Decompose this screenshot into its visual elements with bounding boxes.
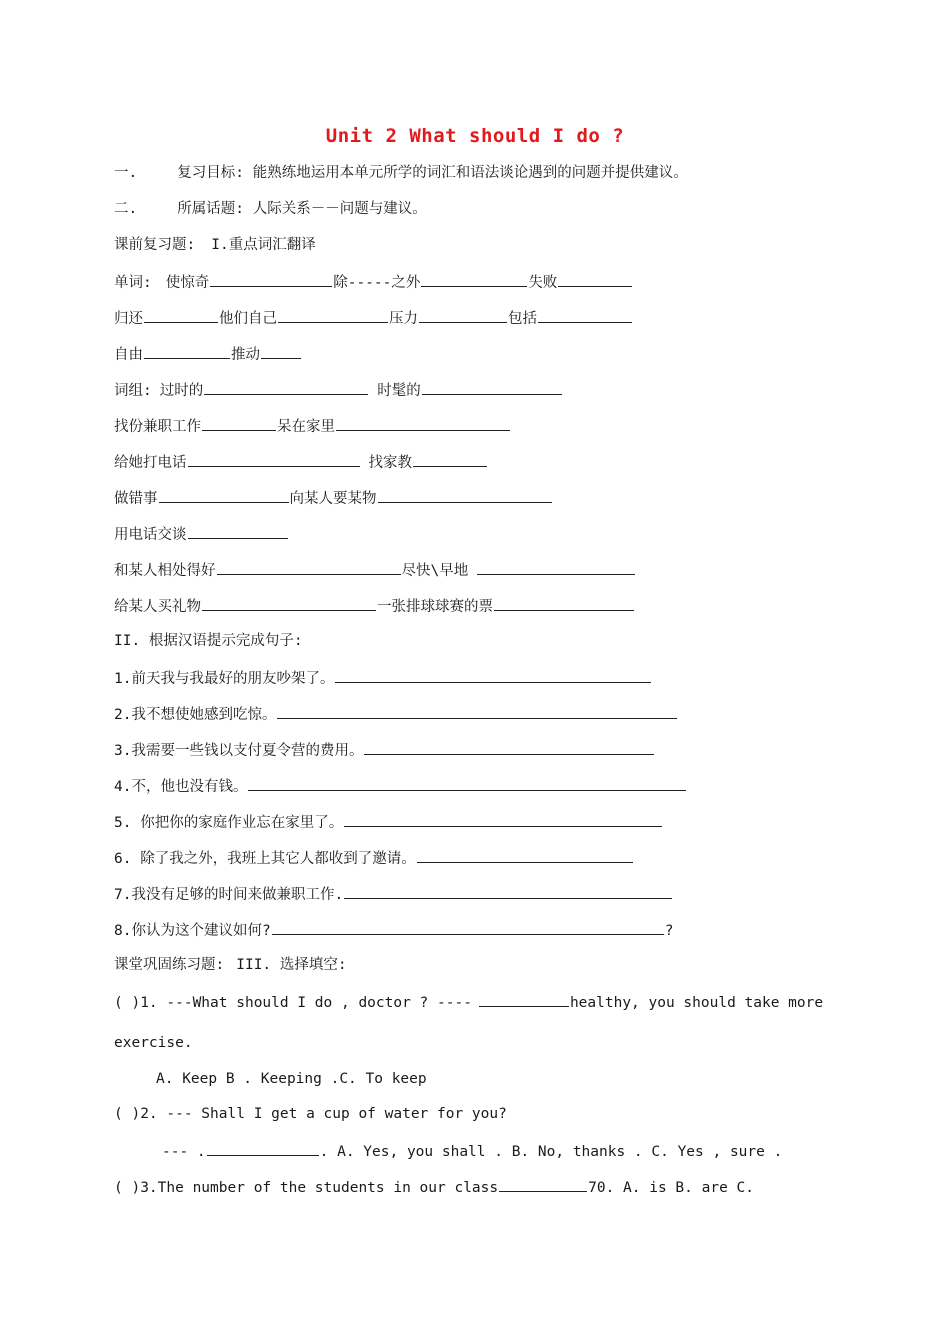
answer-blank[interactable] bbox=[477, 559, 635, 575]
answer-paren[interactable]: ( ) bbox=[114, 995, 141, 1011]
question-1-options: A. Keep B . Keeping .C. To keep bbox=[156, 1071, 427, 1087]
section-2 bbox=[114, 199, 427, 219]
sentence-1 bbox=[114, 667, 652, 689]
page-title: Unit 2 What should I do ? bbox=[325, 125, 625, 147]
answer-blank[interactable] bbox=[538, 307, 632, 323]
part-3-heading: III. 选择填空: bbox=[236, 957, 347, 973]
word-prompt: 压力 bbox=[389, 311, 418, 327]
word-prompt: 使惊奇 bbox=[165, 275, 210, 291]
phrase-prompt: 做错事 bbox=[114, 491, 158, 507]
answer-blank[interactable] bbox=[499, 1176, 587, 1192]
answer-blank[interactable] bbox=[202, 595, 376, 611]
word-prompt: 他们自己 bbox=[219, 311, 277, 327]
sentence-prompt: 4.不，他也没有钱。 bbox=[114, 779, 248, 795]
practice-heading bbox=[114, 955, 347, 975]
word-prompt: 推动 bbox=[231, 347, 260, 363]
word-prompt: 自由 bbox=[114, 347, 143, 363]
word-prompt: 除-----之外 bbox=[333, 275, 421, 291]
part-1-heading: I.重点词汇翻译 bbox=[211, 237, 316, 253]
phrases-row-4 bbox=[114, 487, 553, 509]
section-1 bbox=[114, 163, 688, 183]
phrase-prompt: 时髦的 bbox=[377, 383, 421, 399]
section-2-number: 二. bbox=[114, 201, 138, 217]
words-row-1 bbox=[114, 271, 633, 293]
answer-blank[interactable] bbox=[261, 343, 301, 359]
phrases-row-3 bbox=[114, 451, 488, 473]
answer-blank[interactable] bbox=[204, 379, 368, 395]
answer-blank[interactable] bbox=[479, 991, 569, 1007]
section-2-text: 所属话题: 人际关系－－问题与建议。 bbox=[177, 201, 427, 217]
answer-blank[interactable] bbox=[248, 775, 686, 791]
answer-blank[interactable] bbox=[344, 811, 662, 827]
question-2-answers bbox=[162, 1140, 782, 1162]
words-label: 单词: bbox=[114, 275, 152, 291]
question-text: healthy, you should take more bbox=[569, 995, 824, 1011]
phrase-prompt: 向某人要某物 bbox=[289, 491, 377, 507]
answer-blank[interactable] bbox=[558, 271, 632, 287]
word-prompt: 包括 bbox=[508, 311, 537, 327]
answer-blank[interactable] bbox=[207, 1140, 319, 1156]
answer-blank[interactable] bbox=[272, 919, 664, 935]
phrase-prompt: 给她打电话 bbox=[114, 455, 187, 471]
answer-blank[interactable] bbox=[188, 451, 360, 467]
word-prompt: 失败 bbox=[528, 275, 558, 291]
sentence-2 bbox=[114, 703, 678, 725]
answer-paren[interactable]: ( ) bbox=[114, 1180, 141, 1196]
sentence-5 bbox=[114, 811, 663, 833]
answer-blank[interactable] bbox=[335, 667, 651, 683]
phrases-row-6 bbox=[114, 559, 636, 581]
answer-blank[interactable] bbox=[421, 271, 527, 287]
sentence-prompt: 1.前天我与我最好的朋友吵架了。 bbox=[114, 671, 335, 687]
phrases-row-2 bbox=[114, 415, 511, 437]
answer-blank[interactable] bbox=[217, 559, 401, 575]
sentence-prompt: 6. 除了我之外，我班上其它人都收到了邀请。 bbox=[114, 851, 416, 867]
words-row-3 bbox=[114, 343, 302, 365]
question-options: 70. A. is B. are C. bbox=[588, 1180, 754, 1196]
phrase-prompt: 给某人买礼物 bbox=[114, 599, 201, 615]
answer-blank[interactable] bbox=[336, 415, 510, 431]
answer-blank[interactable] bbox=[202, 415, 276, 431]
answer-blank[interactable] bbox=[278, 307, 388, 323]
question-text: 2. --- Shall I get a cup of water for you? bbox=[140, 1106, 507, 1122]
answer-blank[interactable] bbox=[188, 523, 288, 539]
phrases-row-7 bbox=[114, 595, 635, 617]
sentence-6 bbox=[114, 847, 634, 869]
sentence-3 bbox=[114, 739, 655, 761]
answer-blank[interactable] bbox=[494, 595, 634, 611]
section-1-number: 一. bbox=[114, 165, 138, 181]
answer-blank[interactable] bbox=[413, 451, 487, 467]
answer-blank[interactable] bbox=[144, 307, 218, 323]
question-1-continued: exercise. bbox=[114, 1035, 193, 1051]
phrase-prompt: 尽快\早地 bbox=[401, 563, 469, 579]
answer-blank[interactable] bbox=[159, 487, 289, 503]
sentence-4 bbox=[114, 775, 687, 797]
phrase-prompt: 一张排球球赛的票 bbox=[377, 599, 493, 615]
sentence-prompt: 8.你认为这个建议如何? bbox=[114, 923, 271, 939]
phrases-label: 词组: bbox=[114, 383, 152, 399]
words-row-2 bbox=[114, 307, 633, 329]
sentence-prompt: 3.我需要一些钱以支付夏令营的费用。 bbox=[114, 743, 364, 759]
answer-options: . A. Yes, you shall . B. No, thanks . C. Yes , sure . bbox=[319, 1144, 783, 1160]
answer-blank[interactable] bbox=[144, 343, 230, 359]
phrase-prompt: 找家教 bbox=[368, 455, 412, 471]
phrase-prompt: 用电话交谈 bbox=[114, 527, 187, 543]
answer-blank[interactable] bbox=[422, 379, 562, 395]
phrase-prompt: 过时的 bbox=[159, 383, 204, 399]
part-2-heading: II. 根据汉语提示完成句子: bbox=[114, 633, 303, 649]
phrase-prompt: 呆在家里 bbox=[277, 419, 335, 435]
question-text: 1. ---What should I do , doctor ? ---- bbox=[140, 995, 472, 1011]
sentence-prompt: 7.我没有足够的时间来做兼职工作. bbox=[114, 887, 344, 903]
sentence-7 bbox=[114, 883, 673, 905]
sentence-prompt: 5. 你把你的家庭作业忘在家里了。 bbox=[114, 815, 344, 831]
sentence-prompt: 2.我不想使她感到吃惊。 bbox=[114, 707, 277, 723]
answer-paren[interactable]: ( ) bbox=[114, 1106, 141, 1122]
sentence-end-mark: ? bbox=[664, 923, 674, 939]
phrase-prompt: 找份兼职工作 bbox=[114, 419, 201, 435]
practice-label: 课堂巩固练习题: bbox=[114, 957, 225, 973]
phrases-row-5 bbox=[114, 523, 289, 545]
sentence-8 bbox=[114, 919, 673, 941]
question-3 bbox=[114, 1176, 754, 1198]
pre-review-heading bbox=[114, 235, 316, 255]
answer-blank[interactable] bbox=[277, 703, 677, 719]
question-text: 3.The number of the students in our class bbox=[140, 1180, 499, 1196]
answer-blank[interactable] bbox=[378, 487, 552, 503]
question-2 bbox=[114, 1104, 507, 1124]
answer-blank[interactable] bbox=[364, 739, 654, 755]
answer-blank[interactable] bbox=[417, 847, 633, 863]
pre-review-label: 课前复习题: bbox=[114, 237, 196, 253]
answer-blank[interactable] bbox=[210, 271, 332, 287]
answer-prefix: --- . bbox=[162, 1144, 206, 1160]
answer-blank[interactable] bbox=[344, 883, 672, 899]
section-1-text: 复习目标: 能熟练地运用本单元所学的词汇和语法谈论遇到的问题并提供建议。 bbox=[177, 165, 688, 181]
answer-blank[interactable] bbox=[419, 307, 507, 323]
question-1 bbox=[114, 991, 823, 1013]
phrase-prompt: 和某人相处得好 bbox=[114, 563, 216, 579]
phrases-row-1 bbox=[114, 379, 563, 401]
word-prompt: 归还 bbox=[114, 311, 143, 327]
